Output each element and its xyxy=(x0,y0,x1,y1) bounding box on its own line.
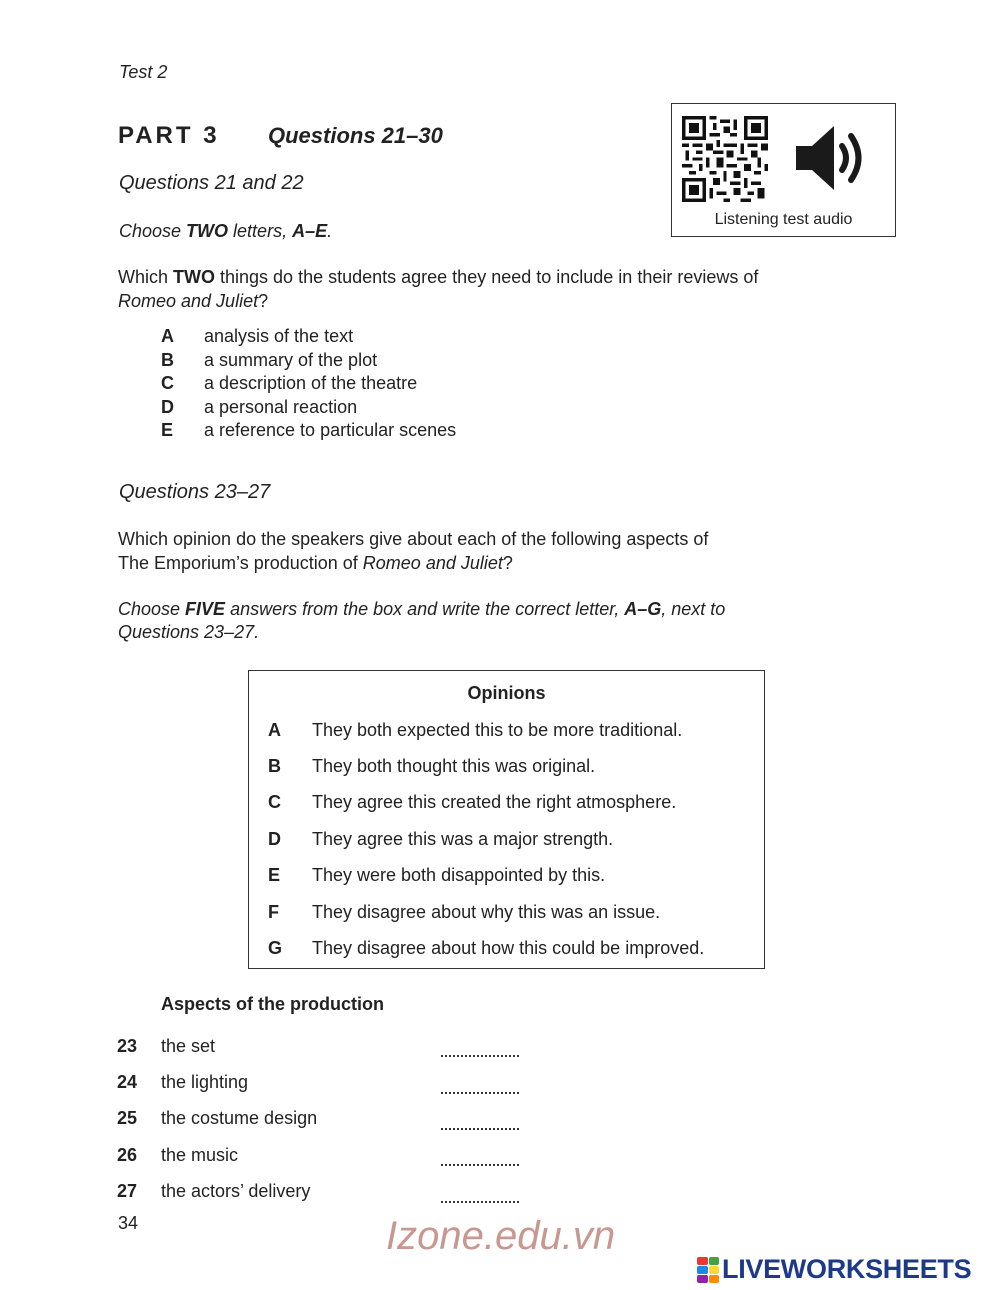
option-letter: D xyxy=(161,396,174,417)
q21-22-question xyxy=(118,265,858,313)
q21-22-instruction xyxy=(119,221,332,242)
audio-caption: Listening test audio xyxy=(714,211,853,228)
audio-box[interactable] xyxy=(671,103,896,237)
question-number: 23 xyxy=(117,1035,138,1056)
aspect-label: the lighting xyxy=(161,1072,249,1093)
option-text: a summary of the plot xyxy=(204,349,378,370)
opinion-b xyxy=(268,748,704,784)
question-text: Which xyxy=(118,267,174,287)
liveworksheets-text: LIVEWORKSHEETS xyxy=(722,1254,972,1284)
test-label: Test 2 xyxy=(119,62,168,82)
question-text: ? xyxy=(502,553,513,573)
part-questions: Questions 21–30 xyxy=(268,123,443,148)
liveworksheets-logo[interactable] xyxy=(697,1254,971,1285)
instruction-text: Choose xyxy=(119,221,187,241)
answer-blank-27[interactable] xyxy=(441,1187,519,1203)
question-text: Which opinion do the speakers give about each of the following aspects of xyxy=(118,529,709,549)
opinion-g xyxy=(268,930,704,966)
q23-27-heading: Questions 23–27 xyxy=(119,481,271,503)
question-number: 26 xyxy=(117,1144,138,1165)
question-row-23 xyxy=(117,1028,519,1064)
watermark: Izone.edu.vn xyxy=(386,1214,616,1258)
opinion-letter: B xyxy=(268,756,281,777)
opinion-text: They were both disappointed by this. xyxy=(312,865,606,886)
option-letter: E xyxy=(161,420,174,441)
opinion-letter: D xyxy=(268,828,281,849)
aspect-label: the set xyxy=(161,1035,216,1056)
aspect-label: the costume design xyxy=(161,1108,318,1129)
question-row-24 xyxy=(117,1064,519,1100)
option-b[interactable] xyxy=(161,349,456,373)
aspect-label: the music xyxy=(161,1144,239,1165)
opinion-text: They agree this created the right atmosphere. xyxy=(312,792,677,813)
answer-blank-23[interactable] xyxy=(441,1041,519,1057)
opinions-box xyxy=(248,670,765,969)
option-c[interactable] xyxy=(161,372,456,396)
speaker-icon[interactable] xyxy=(794,122,870,194)
opinion-a xyxy=(268,712,704,748)
question-title: Romeo and Juliet xyxy=(362,553,503,573)
part-heading xyxy=(118,122,443,150)
opinion-letter: F xyxy=(268,901,279,922)
q21-22-options xyxy=(161,325,456,443)
instruction-text: Questions 23–27. xyxy=(118,622,260,642)
question-number: 27 xyxy=(117,1181,138,1202)
question-title: Romeo and Juliet xyxy=(118,291,259,311)
opinion-e xyxy=(268,858,704,894)
opinion-c xyxy=(268,785,704,821)
option-e[interactable] xyxy=(161,419,456,443)
question-text: ? xyxy=(258,291,269,311)
instruction-text: . xyxy=(327,221,333,241)
page-number: 34 xyxy=(118,1213,139,1233)
option-text: a reference to particular scenes xyxy=(204,420,457,441)
answer-blank-25[interactable] xyxy=(441,1114,519,1130)
instruction-range: A–E xyxy=(292,221,328,241)
opinion-text: They both expected this to be more traditional. xyxy=(312,719,683,740)
instruction-text: letters, xyxy=(228,221,293,241)
opinion-text: They agree this was a major strength. xyxy=(312,828,614,849)
option-letter: C xyxy=(161,373,174,394)
opinion-letter: G xyxy=(268,938,283,959)
opinion-text: They both thought this was original. xyxy=(312,756,596,777)
question-number: 24 xyxy=(117,1072,138,1093)
instruction-text: Choose xyxy=(118,599,186,619)
aspect-label: the actors’ delivery xyxy=(161,1181,311,1202)
option-text: a description of the theatre xyxy=(204,373,418,394)
question-row-27 xyxy=(117,1174,519,1210)
q21-22-heading: Questions 21 and 22 xyxy=(119,172,304,194)
opinion-letter: E xyxy=(268,865,281,886)
instruction-text: , next to xyxy=(661,599,726,619)
opinion-letter: C xyxy=(268,792,281,813)
opinion-letter: A xyxy=(268,719,281,740)
question-row-26 xyxy=(117,1137,519,1173)
question-bold: TWO xyxy=(173,267,216,287)
instruction-bold: TWO xyxy=(186,221,229,241)
aspects-list xyxy=(117,1028,519,1210)
q23-27-instruction xyxy=(118,598,858,644)
opinion-f xyxy=(268,894,704,930)
answer-blank-24[interactable] xyxy=(441,1078,519,1094)
opinion-text: They disagree about how this could be improved. xyxy=(312,938,705,959)
answer-blank-26[interactable] xyxy=(441,1150,519,1166)
option-letter: A xyxy=(161,326,174,347)
opinion-d xyxy=(268,821,704,857)
part-label: PART 3 xyxy=(118,122,220,149)
question-row-25 xyxy=(117,1101,519,1137)
option-text: a personal reaction xyxy=(204,396,358,417)
option-d[interactable] xyxy=(161,396,456,420)
aspects-heading: Aspects of the production xyxy=(161,994,385,1014)
question-number: 25 xyxy=(117,1108,138,1129)
opinions-title: Opinions xyxy=(467,683,546,703)
instruction-text: answers from the box and write the correct letter, xyxy=(225,599,625,619)
liveworksheets-cubes-icon xyxy=(697,1257,719,1283)
option-a[interactable] xyxy=(161,325,456,349)
question-text: The Emporium’s production of xyxy=(118,553,363,573)
q23-27-question xyxy=(118,527,858,575)
option-text: analysis of the text xyxy=(204,326,354,347)
opinion-text: They disagree about why this was an issue. xyxy=(312,901,661,922)
option-letter: B xyxy=(161,349,174,370)
instruction-bold: FIVE xyxy=(185,599,226,619)
question-text: things do the students agree they need to include in their reviews of xyxy=(215,267,759,287)
instruction-range: A–G xyxy=(624,599,662,619)
qr-code-icon[interactable] xyxy=(682,116,768,202)
